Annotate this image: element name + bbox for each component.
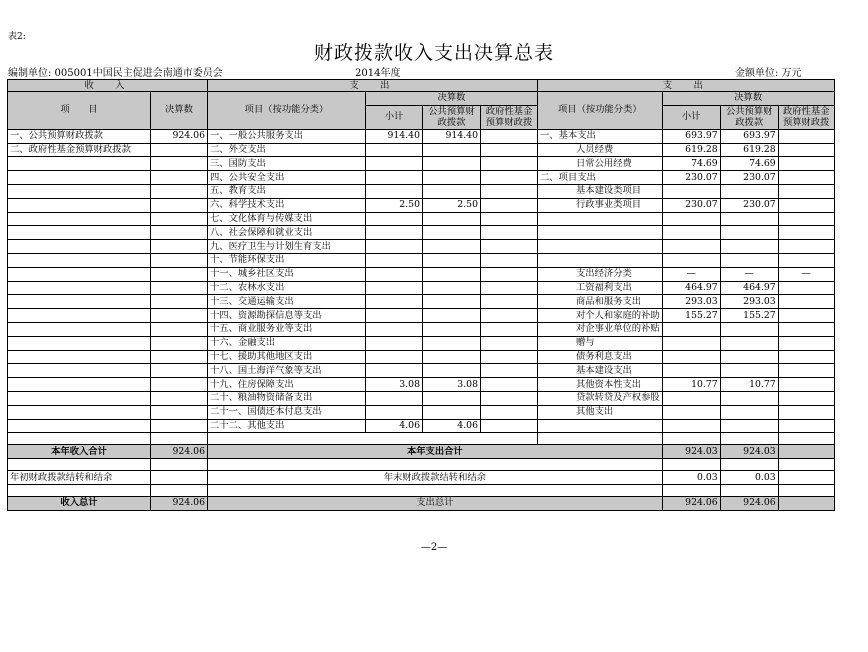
income-item — [8, 240, 151, 254]
economic-public-budget: 10.77 — [720, 378, 778, 392]
income-value — [151, 240, 208, 254]
economic-item: 其他资本性支出 — [538, 378, 663, 392]
functional-item: 二、外交支出 — [208, 143, 366, 157]
economic-gov-fund — [778, 295, 834, 309]
economic-subtotal: 293.03 — [662, 295, 720, 309]
functional-public-budget — [423, 309, 481, 323]
functional-gov-fund — [481, 226, 538, 240]
col-func-class: 项目（按功能分类） — [208, 92, 366, 130]
economic-public-budget — [720, 184, 778, 198]
income-value — [151, 157, 208, 171]
income-item — [8, 391, 151, 405]
functional-subtotal — [366, 364, 423, 378]
functional-public-budget — [423, 157, 481, 171]
income-value — [151, 322, 208, 336]
functional-item: 六、科学技术支出 — [208, 198, 366, 212]
economic-item — [538, 253, 663, 267]
table-row — [8, 171, 835, 185]
page-number: —2— — [420, 542, 448, 553]
functional-public-budget: 914.40 — [423, 129, 481, 143]
col-gov-fund: 政府性基金预算财政拨 — [481, 105, 538, 129]
economic-subtotal: 230.07 — [662, 171, 720, 185]
functional-subtotal: 2.50 — [366, 198, 423, 212]
economic-subtotal: 74.69 — [662, 157, 720, 171]
economic-gov-fund — [778, 336, 834, 350]
col-subtotal: 小计 — [366, 105, 423, 129]
income-item — [8, 295, 151, 309]
economic-subtotal — [662, 405, 720, 419]
functional-subtotal — [366, 226, 423, 240]
economic-public-budget — [720, 240, 778, 254]
income-value — [151, 309, 208, 323]
functional-public-budget — [423, 143, 481, 157]
functional-public-budget: 4.06 — [423, 419, 481, 433]
expense-total-pub: 924.03 — [720, 445, 778, 459]
economic-subtotal: — — [662, 267, 720, 281]
col-gov-fund2: 政府性基金预算财政拨 — [778, 105, 834, 129]
col-public-budget: 公共预算财政拨款 — [423, 105, 481, 129]
economic-gov-fund — [778, 198, 834, 212]
economic-subtotal — [662, 336, 720, 350]
economic-item: 商品和服务支出 — [538, 295, 663, 309]
table-row — [8, 281, 835, 295]
economic-public-budget — [720, 350, 778, 364]
income-value — [151, 184, 208, 198]
functional-gov-fund — [481, 184, 538, 198]
income-item — [8, 419, 151, 433]
functional-subtotal — [366, 336, 423, 350]
functional-subtotal — [366, 253, 423, 267]
economic-item: 债务利息支出 — [538, 350, 663, 364]
functional-gov-fund — [481, 309, 538, 323]
economic-item: 赠与 — [538, 336, 663, 350]
functional-subtotal — [366, 184, 423, 198]
income-item — [8, 281, 151, 295]
functional-item: 十九、住房保障支出 — [208, 378, 366, 392]
economic-public-budget: 230.07 — [720, 171, 778, 185]
fiscal-year: 2014年度 — [355, 68, 401, 79]
economic-subtotal — [662, 364, 720, 378]
economic-subtotal — [662, 240, 720, 254]
functional-item: 五、教育支出 — [208, 184, 366, 198]
income-value — [151, 350, 208, 364]
economic-public-budget: 155.27 — [720, 309, 778, 323]
functional-gov-fund — [481, 267, 538, 281]
economic-item: 对个人和家庭的补助 — [538, 309, 663, 323]
economic-gov-fund — [778, 364, 834, 378]
economic-subtotal: 230.07 — [662, 198, 720, 212]
table-row — [8, 226, 835, 240]
functional-item: 二十一、国债还本付息支出 — [208, 405, 366, 419]
economic-gov-fund — [778, 212, 834, 226]
functional-item: 十八、国土海洋气象等支出 — [208, 364, 366, 378]
economic-public-budget: 693.97 — [720, 129, 778, 143]
economic-public-budget — [720, 253, 778, 267]
income-item — [8, 157, 151, 171]
functional-subtotal: 914.40 — [366, 129, 423, 143]
functional-gov-fund — [481, 295, 538, 309]
functional-gov-fund — [481, 350, 538, 364]
functional-subtotal — [366, 171, 423, 185]
economic-item: 基本建设支出 — [538, 364, 663, 378]
economic-gov-fund — [778, 253, 834, 267]
income-value — [151, 405, 208, 419]
income-value — [151, 419, 208, 433]
functional-subtotal — [366, 309, 423, 323]
economic-item: 二、项目支出 — [538, 171, 663, 185]
economic-subtotal: 464.97 — [662, 281, 720, 295]
functional-public-budget — [423, 240, 481, 254]
income-value — [151, 281, 208, 295]
income-item — [8, 405, 151, 419]
table-row — [8, 267, 835, 281]
functional-public-budget — [423, 267, 481, 281]
carry-out-pub: 0.03 — [720, 471, 778, 485]
economic-subtotal: 155.27 — [662, 309, 720, 323]
economic-public-budget — [720, 226, 778, 240]
economic-item: 基本建设类项目 — [538, 184, 663, 198]
functional-gov-fund — [481, 378, 538, 392]
functional-gov-fund — [481, 405, 538, 419]
functional-item: 九、医疗卫生与计划生育支出 — [208, 240, 366, 254]
table-row — [8, 129, 835, 143]
economic-gov-fund — [778, 157, 834, 171]
functional-public-budget — [423, 226, 481, 240]
economic-public-budget: — — [720, 267, 778, 281]
col-public-budget2: 公共预算财政拨款 — [720, 105, 778, 129]
functional-subtotal — [366, 295, 423, 309]
economic-public-budget — [720, 336, 778, 350]
economic-gov-fund — [778, 281, 834, 295]
carry-out-label: 年末财政拨款结转和结余 — [208, 471, 663, 485]
functional-gov-fund — [481, 240, 538, 254]
economic-gov-fund — [778, 226, 834, 240]
budget-table — [7, 79, 835, 511]
functional-subtotal — [366, 212, 423, 226]
income-header: 收 入 — [8, 80, 208, 92]
functional-subtotal — [366, 322, 423, 336]
functional-subtotal: 3.08 — [366, 378, 423, 392]
functional-gov-fund — [481, 281, 538, 295]
economic-public-budget — [720, 212, 778, 226]
economic-item: 人员经费 — [538, 143, 663, 157]
economic-gov-fund — [778, 240, 834, 254]
functional-gov-fund — [481, 171, 538, 185]
expense-total-sub: 924.03 — [662, 445, 720, 459]
functional-gov-fund — [481, 198, 538, 212]
grand-income-value: 924.06 — [151, 496, 208, 510]
functional-public-budget — [423, 281, 481, 295]
functional-public-budget — [423, 350, 481, 364]
table-row — [8, 184, 835, 198]
functional-public-budget — [423, 212, 481, 226]
economic-public-budget: 230.07 — [720, 198, 778, 212]
functional-public-budget — [423, 171, 481, 185]
functional-gov-fund — [481, 322, 538, 336]
table-row — [8, 322, 835, 336]
economic-subtotal — [662, 350, 720, 364]
economic-item — [538, 226, 663, 240]
table-row — [8, 309, 835, 323]
grand-income-label: 收入总计 — [8, 496, 151, 510]
functional-subtotal — [366, 240, 423, 254]
income-total-value: 924.06 — [151, 445, 208, 459]
functional-gov-fund — [481, 391, 538, 405]
income-value — [151, 295, 208, 309]
expense-total-label: 本年支出合计 — [208, 445, 663, 459]
income-item — [8, 350, 151, 364]
functional-subtotal — [366, 405, 423, 419]
income-value — [151, 253, 208, 267]
functional-item: 十七、援助其他地区支出 — [208, 350, 366, 364]
economic-gov-fund — [778, 129, 834, 143]
income-value — [151, 391, 208, 405]
economic-subtotal — [662, 212, 720, 226]
functional-subtotal — [366, 391, 423, 405]
functional-public-budget: 3.08 — [423, 378, 481, 392]
functional-subtotal: 4.06 — [366, 419, 423, 433]
economic-gov-fund — [778, 419, 834, 433]
economic-public-budget: 464.97 — [720, 281, 778, 295]
income-value: 924.06 — [151, 129, 208, 143]
income-item — [8, 171, 151, 185]
income-item: 一、公共预算财政拨款 — [8, 129, 151, 143]
economic-public-budget — [720, 419, 778, 433]
table-row — [8, 295, 835, 309]
economic-subtotal: 10.77 — [662, 378, 720, 392]
functional-public-budget — [423, 322, 481, 336]
income-value — [151, 212, 208, 226]
grand-expense-label: 支出总计 — [208, 496, 663, 510]
functional-gov-fund — [481, 336, 538, 350]
economic-gov-fund: — — [778, 267, 834, 281]
functional-subtotal — [366, 267, 423, 281]
economic-item: 贷款转贷及产权参股 — [538, 391, 663, 405]
economic-gov-fund — [778, 143, 834, 157]
functional-subtotal — [366, 143, 423, 157]
economic-item: 对企事业单位的补贴 — [538, 322, 663, 336]
table-row — [8, 391, 835, 405]
table-row — [8, 157, 835, 171]
table-row — [8, 253, 835, 267]
income-value — [151, 364, 208, 378]
functional-gov-fund — [481, 129, 538, 143]
economic-public-budget: 74.69 — [720, 157, 778, 171]
economic-public-budget: 619.28 — [720, 143, 778, 157]
carry-in-label: 年初财政拨款结转和结余 — [8, 471, 151, 485]
carry-out-sub: 0.03 — [662, 471, 720, 485]
economic-gov-fund — [778, 184, 834, 198]
table-row — [8, 143, 835, 157]
table-row — [8, 350, 835, 364]
functional-item: 二十二、其他支出 — [208, 419, 366, 433]
functional-subtotal — [366, 350, 423, 364]
col-item: 项 目 — [8, 92, 151, 130]
functional-item: 八、社会保障和就业支出 — [208, 226, 366, 240]
page-title: 财政拨款收入支出决算总表 — [313, 42, 554, 64]
functional-gov-fund — [481, 212, 538, 226]
functional-gov-fund — [481, 364, 538, 378]
economic-item: 行政事业类项目 — [538, 198, 663, 212]
functional-gov-fund — [481, 419, 538, 433]
economic-subtotal — [662, 419, 720, 433]
functional-item: 十四、资源勘探信息等支出 — [208, 309, 366, 323]
functional-item: 三、国防支出 — [208, 157, 366, 171]
functional-public-budget — [423, 364, 481, 378]
economic-subtotal — [662, 253, 720, 267]
col-subtotal2: 小计 — [662, 105, 720, 129]
economic-gov-fund — [778, 171, 834, 185]
table-row — [8, 405, 835, 419]
functional-item: 一、一般公共服务支出 — [208, 129, 366, 143]
col-final2: 决算数 — [366, 92, 538, 106]
functional-public-budget — [423, 184, 481, 198]
economic-gov-fund — [778, 391, 834, 405]
economic-item: 工资福利支出 — [538, 281, 663, 295]
income-total-label: 本年收入合计 — [8, 445, 151, 459]
table-row — [8, 212, 835, 226]
expense-header-functional: 支 出 — [208, 80, 538, 92]
functional-gov-fund — [481, 157, 538, 171]
economic-gov-fund — [778, 378, 834, 392]
economic-gov-fund — [778, 405, 834, 419]
economic-item: 支出经济分类 — [538, 267, 663, 281]
income-value — [151, 267, 208, 281]
income-value — [151, 378, 208, 392]
income-value — [151, 336, 208, 350]
functional-public-budget — [423, 336, 481, 350]
functional-public-budget — [423, 391, 481, 405]
table-row — [8, 419, 835, 433]
income-item — [8, 267, 151, 281]
economic-item: 一、基本支出 — [538, 129, 663, 143]
income-item — [8, 226, 151, 240]
col-final3: 决算数 — [662, 92, 834, 106]
grand-expense-pub: 924.06 — [720, 496, 778, 510]
income-item — [8, 378, 151, 392]
functional-subtotal — [366, 281, 423, 295]
income-value — [151, 198, 208, 212]
functional-item: 七、文化体育与传媒支出 — [208, 212, 366, 226]
economic-public-budget — [720, 322, 778, 336]
income-item — [8, 253, 151, 267]
functional-item: 四、公共安全支出 — [208, 171, 366, 185]
grand-expense-sub: 924.06 — [662, 496, 720, 510]
functional-item: 十五、商业服务业等支出 — [208, 322, 366, 336]
economic-public-budget: 293.03 — [720, 295, 778, 309]
income-item — [8, 198, 151, 212]
functional-item: 十一、城乡社区支出 — [208, 267, 366, 281]
economic-subtotal — [662, 322, 720, 336]
functional-item: 二十、粮油物资储备支出 — [208, 391, 366, 405]
income-item — [8, 364, 151, 378]
table-row — [8, 336, 835, 350]
economic-subtotal: 693.97 — [662, 129, 720, 143]
functional-item: 十、节能环保支出 — [208, 253, 366, 267]
table-number: 表2: — [8, 32, 26, 42]
economic-subtotal — [662, 226, 720, 240]
functional-public-budget — [423, 295, 481, 309]
economic-gov-fund — [778, 322, 834, 336]
economic-subtotal — [662, 391, 720, 405]
income-item: 二、政府性基金预算财政拨款 — [8, 143, 151, 157]
economic-item — [538, 240, 663, 254]
functional-item: 十六、金融支出 — [208, 336, 366, 350]
economic-public-budget — [720, 391, 778, 405]
functional-gov-fund — [481, 143, 538, 157]
income-item — [8, 336, 151, 350]
income-value — [151, 226, 208, 240]
table-row — [8, 240, 835, 254]
table-row — [8, 378, 835, 392]
income-item — [8, 184, 151, 198]
economic-gov-fund — [778, 350, 834, 364]
economic-gov-fund — [778, 309, 834, 323]
table-row — [8, 198, 835, 212]
economic-public-budget — [720, 364, 778, 378]
table-row — [8, 364, 835, 378]
functional-item: 十二、农林水支出 — [208, 281, 366, 295]
economic-subtotal — [662, 184, 720, 198]
income-value — [151, 171, 208, 185]
economic-item — [538, 212, 663, 226]
functional-public-budget — [423, 405, 481, 419]
economic-public-budget — [720, 405, 778, 419]
economic-item: 其他支出 — [538, 405, 663, 419]
economic-item: 日常公用经费 — [538, 157, 663, 171]
amount-unit: 金额单位: 万元 — [735, 68, 802, 79]
functional-public-budget: 2.50 — [423, 198, 481, 212]
economic-subtotal: 619.28 — [662, 143, 720, 157]
functional-gov-fund — [481, 253, 538, 267]
income-item — [8, 212, 151, 226]
income-item — [8, 309, 151, 323]
functional-public-budget — [423, 253, 481, 267]
expense-header-economic: 支 出 — [538, 80, 835, 92]
functional-item: 十三、交通运输支出 — [208, 295, 366, 309]
income-item — [8, 322, 151, 336]
functional-subtotal — [366, 157, 423, 171]
economic-item — [538, 419, 663, 433]
col-func-class2: 项目（按功能分类） — [538, 92, 663, 130]
compiling-unit: 编制单位: 005001中国民主促进会南通市委员会 — [8, 68, 223, 79]
income-value — [151, 143, 208, 157]
col-final: 决算数 — [151, 92, 208, 130]
